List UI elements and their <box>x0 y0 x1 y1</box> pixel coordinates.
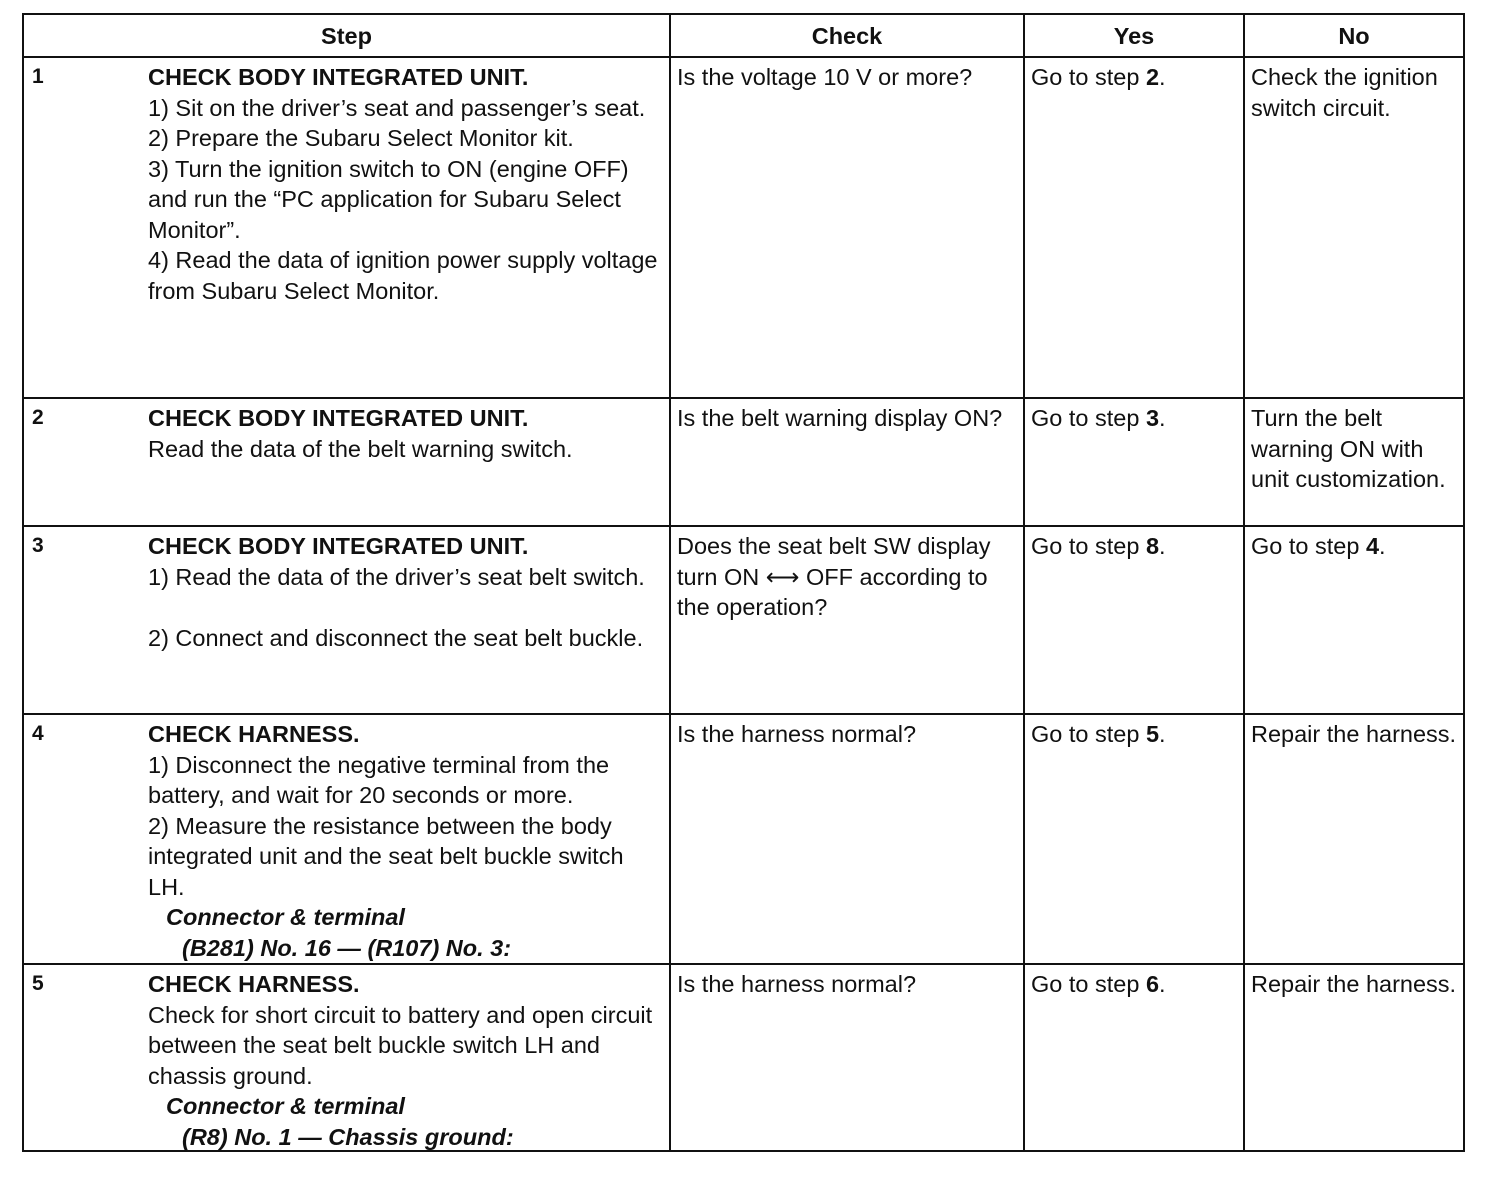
yes-suffix: . <box>1159 533 1166 559</box>
check-cell: Is the belt warning display ON? <box>669 399 1023 525</box>
no-cell: Repair the harness. <box>1243 965 1463 1150</box>
check-cell: Is the voltage 10 V or more? <box>669 58 1023 397</box>
step-number: 3 <box>32 534 44 557</box>
spacer <box>148 592 663 623</box>
step-cell <box>24 965 669 1150</box>
yes-cell <box>1023 527 1243 713</box>
step-title: CHECK HARNESS. <box>148 721 360 747</box>
step-instruction: 2) Measure the resistance between the body integrated unit and the seat belt buckle switch LH. <box>148 812 624 900</box>
yes-text: Go to step <box>1031 405 1146 431</box>
yes-text: Go to step <box>1031 971 1146 997</box>
yes-cell <box>1023 965 1243 1150</box>
check-cell: Is the harness normal? <box>669 965 1023 1150</box>
step-title: CHECK BODY INTEGRATED UNIT. <box>148 64 529 90</box>
yes-text: Go to step <box>1031 533 1146 559</box>
step-cell <box>24 399 669 525</box>
table-row <box>24 397 1463 525</box>
spec-value: (B281) No. 16 — (R107) No. 3: <box>182 934 512 961</box>
spec-value: (R8) No. 1 — Chassis ground: <box>182 1123 514 1150</box>
step-instruction: 3) Turn the ignition switch to ON (engine OFF) and run the “PC application for Subaru Select Monitor”. <box>148 155 629 243</box>
yes-cell <box>1023 399 1243 525</box>
yes-step: 6 <box>1145 971 1160 997</box>
no-cell: Turn the belt warning ON with unit customization. <box>1243 399 1463 525</box>
no-step: 4 <box>1365 533 1380 559</box>
no-cell: Check the ignition switch circuit. <box>1243 58 1463 397</box>
header-step: Step <box>321 23 372 49</box>
no-suffix: . <box>1379 533 1386 559</box>
table-row <box>24 963 1463 1150</box>
spec-label: Connector & terminal <box>166 904 405 930</box>
table-row <box>24 56 1463 397</box>
table-header <box>24 15 1463 56</box>
step-instruction: Read the data of the belt warning switch. <box>148 435 573 462</box>
step-number: 4 <box>32 722 44 745</box>
yes-suffix: . <box>1159 721 1166 747</box>
yes-step: 8 <box>1145 533 1160 559</box>
yes-step: 5 <box>1145 721 1160 747</box>
yes-text: Go to step <box>1031 64 1146 90</box>
check-cell: Does the seat belt SW display turn ON ⟷ OFF according to the operation? <box>669 527 1023 713</box>
header-no: No <box>1243 15 1463 56</box>
step-instruction: 1) Read the data of the driver’s seat belt switch. <box>148 563 645 590</box>
yes-step: 2 <box>1145 64 1160 90</box>
check-cell: Is the harness normal? <box>669 715 1023 963</box>
yes-suffix: . <box>1159 405 1166 431</box>
step-number: 5 <box>32 972 44 995</box>
step-instruction: 2) Connect and disconnect the seat belt buckle. <box>148 624 644 651</box>
step-instruction: 1) Disconnect the negative terminal from the battery, and wait for 20 seconds or more. <box>148 751 610 808</box>
step-instruction: 2) Prepare the Subaru Select Monitor kit. <box>148 125 574 151</box>
diagnostic-table <box>22 13 1465 1152</box>
spec-label: Connector & terminal <box>166 1093 405 1119</box>
yes-cell <box>1023 715 1243 963</box>
step-instruction: Check for short circuit to battery and open circuit between the seat belt buckle switch LH and chassis ground. <box>148 1001 653 1089</box>
step-number: 1 <box>32 65 44 88</box>
yes-step: 3 <box>1145 405 1160 431</box>
step-title: CHECK HARNESS. <box>148 971 360 997</box>
no-cell <box>1243 527 1463 713</box>
no-cell: Repair the harness. <box>1243 715 1463 963</box>
table-row <box>24 525 1463 713</box>
header-check: Check <box>669 15 1023 56</box>
step-number: 2 <box>32 406 44 429</box>
yes-cell <box>1023 58 1243 397</box>
yes-suffix: . <box>1159 971 1166 997</box>
step-cell <box>24 527 669 713</box>
step-instruction: 4) Read the data of ignition power supply voltage from Subaru Select Monitor. <box>148 247 658 304</box>
yes-suffix: . <box>1159 64 1166 90</box>
step-title: CHECK BODY INTEGRATED UNIT. <box>148 405 529 431</box>
step-title: CHECK BODY INTEGRATED UNIT. <box>148 533 529 559</box>
yes-text: Go to step <box>1031 721 1146 747</box>
step-cell <box>24 715 669 963</box>
header-yes: Yes <box>1023 15 1243 56</box>
step-instruction: 1) Sit on the driver’s seat and passenger’s seat. <box>148 94 646 121</box>
no-text: Go to step <box>1251 533 1366 559</box>
step-cell <box>24 58 669 397</box>
table-row <box>24 713 1463 963</box>
